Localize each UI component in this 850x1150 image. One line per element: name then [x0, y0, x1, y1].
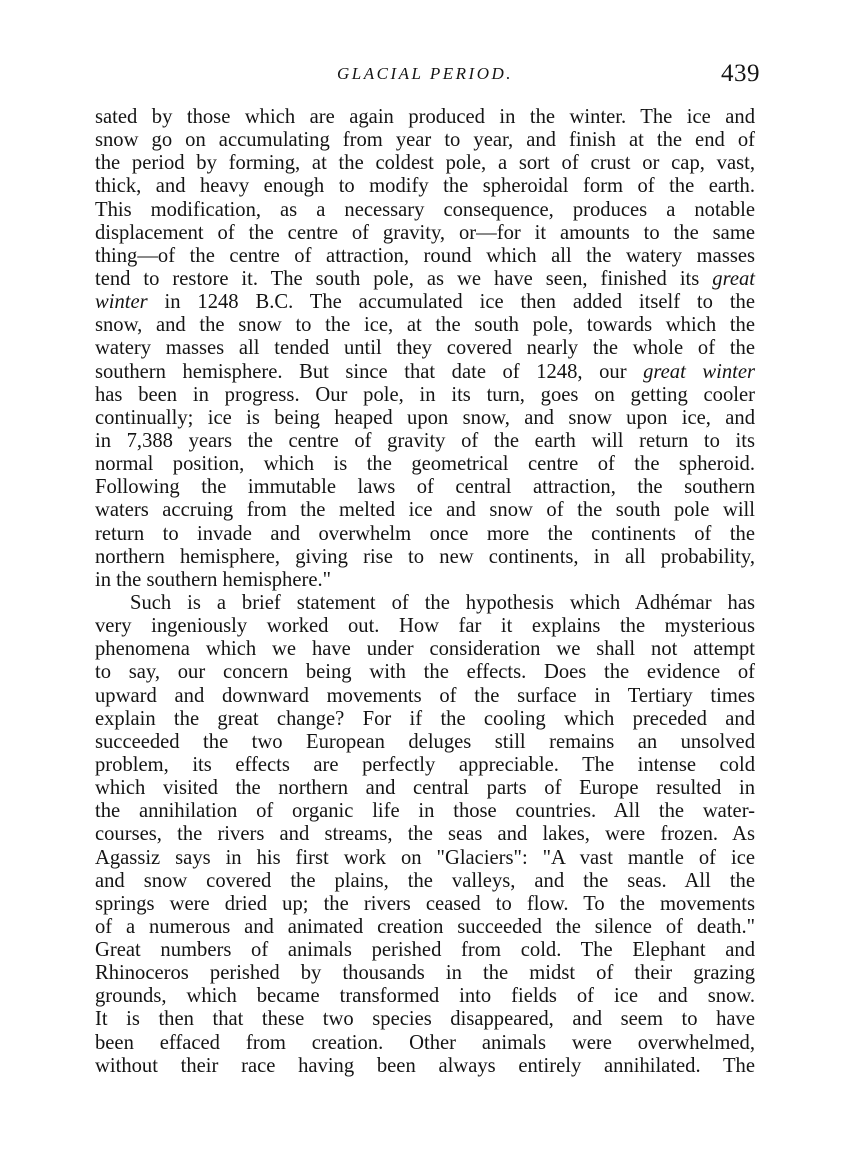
text-line: [95, 499, 755, 522]
line-text: without their race having been always entirely annihilated. The: [95, 1054, 755, 1077]
text-line: [95, 430, 755, 453]
text-line: [95, 962, 755, 985]
italic-text: great winter: [643, 360, 755, 383]
text-line: [95, 222, 755, 245]
line-text: Such is a brief statement of the hypothesis which Adhémar has: [130, 591, 755, 614]
line-text: the period by forming, at the coldest pole, a sort of crust or cap, vast,: [95, 152, 755, 175]
body-text: [95, 106, 755, 1078]
line-text: explain the great change? For if the cooling which preceded and: [95, 707, 755, 730]
text-line: [95, 546, 755, 569]
line-text: normal position, which is the geometrical centre of the spheroid.: [95, 453, 755, 476]
text-line: [95, 823, 755, 846]
line-text: courses, the rivers and streams, the seas and lakes, were frozen. As: [95, 823, 755, 846]
text-line: [95, 638, 755, 661]
line-text: phenomena which we have under consideration we shall not attempt: [95, 638, 755, 661]
line-text: Great numbers of animals perished from cold. The Elephant and: [95, 939, 755, 962]
text-line: [95, 453, 755, 476]
italic-text: great: [712, 267, 755, 290]
page-number: 439: [721, 60, 760, 87]
line-text: problem, its effects are perfectly appreciable. The intense cold: [95, 753, 755, 776]
line-text: snow go on accumulating from year to year, and finish at the end of: [95, 129, 755, 152]
line-text: Agassiz says in his first work on "Glaciers": "A vast mantle of ice: [95, 846, 755, 869]
text-line: [95, 615, 755, 638]
line-text: the annihilation of organic life in those countries. All the water-: [95, 800, 755, 823]
line-text: thing—of the centre of attraction, round which all the watery masses: [95, 244, 755, 267]
line-text: which visited the northern and central parts of Europe resulted in: [95, 777, 755, 800]
line-text: grounds, which became transformed into fields of ice and snow.: [95, 985, 755, 1008]
line-text: sated by those which are again produced in the winter. The ice and: [95, 106, 755, 128]
line-text: waters accruing from the melted ice and snow of the south pole will: [95, 499, 755, 522]
text-line: [95, 129, 755, 152]
line-text: to say, our concern being with the effects. Does the evidence of: [95, 661, 755, 684]
text-line: [95, 245, 755, 268]
italic-text: winter: [95, 291, 148, 314]
line-text: and snow covered the plains, the valleys, and the seas. All the: [95, 869, 755, 892]
text-line: [95, 407, 755, 430]
text-line: [95, 1055, 755, 1078]
text-line: [95, 152, 755, 175]
line-text: very ingeniously worked out. How far it explains the mysterious: [95, 615, 755, 638]
text-line: [95, 939, 755, 962]
text-line: [95, 1008, 755, 1031]
line-text: return to invade and overwhelm once more the continents of the: [95, 522, 755, 545]
text-line: [95, 685, 755, 708]
text-line: [95, 337, 755, 360]
line-text: springs were dried up; the rivers ceased to flow. To the movements: [95, 892, 755, 915]
text-line: [95, 291, 755, 314]
line-text: snow, and the snow to the ice, at the south pole, towards which the: [95, 314, 755, 337]
text-line: [95, 175, 755, 198]
line-text: continually; ice is being heaped upon snow, and snow upon ice, and: [95, 406, 755, 429]
text-line: [95, 592, 755, 615]
text-line: [95, 199, 755, 222]
line-text: in 7,388 years the centre of gravity of the earth will return to its: [95, 429, 755, 452]
line-text: displacement of the centre of gravity, or—for it amounts to the same: [95, 221, 755, 244]
text-line: [95, 708, 755, 731]
text-line: [95, 268, 755, 291]
line-text: in 1248 B.C. The accumulated ice then added itself to the: [147, 291, 755, 314]
text-line: [95, 870, 755, 893]
text-line: [95, 361, 755, 384]
line-text: southern hemisphere. But since that date of 1248, our: [95, 360, 627, 383]
text-line: [95, 523, 755, 546]
text-line: [95, 754, 755, 777]
text-line: [95, 476, 755, 499]
text-line: [95, 384, 755, 407]
running-head: [0, 60, 850, 90]
line-text: It is then that these two species disappeared, and seem to have: [95, 1008, 755, 1031]
line-text: in the southern hemisphere.": [95, 568, 332, 591]
text-line: [95, 893, 755, 916]
text-line: [95, 569, 755, 592]
line-text: upward and downward movements of the surface in Tertiary times: [95, 684, 755, 707]
text-line: [95, 985, 755, 1008]
text-line: [95, 847, 755, 870]
text-line: [95, 661, 755, 684]
line-text: been effaced from creation. Other animals were overwhelmed,: [95, 1031, 755, 1054]
line-text: Following the immutable laws of central attraction, the southern: [95, 476, 755, 499]
text-line: [95, 800, 755, 823]
line-text: This modification, as a necessary consequence, produces a notable: [95, 198, 755, 221]
line-text: northern hemisphere, giving rise to new continents, in all probability,: [95, 545, 755, 568]
text-line: [95, 106, 755, 129]
line-text: succeeded the two European deluges still remains an unsolved: [95, 730, 755, 753]
text-line: [95, 731, 755, 754]
text-line: [95, 1032, 755, 1055]
text-line: [95, 777, 755, 800]
line-text: thick, and heavy enough to modify the spheroidal form of the earth.: [95, 175, 755, 198]
line-text: watery masses all tended until they covered nearly the whole of the: [95, 337, 755, 360]
line-text: of a numerous and animated creation succeeded the silence of death.": [95, 915, 755, 938]
line-text: Rhinoceros perished by thousands in the midst of their grazing: [95, 962, 755, 985]
text-line: [95, 314, 755, 337]
running-title: GLACIAL PERIOD.: [336, 64, 513, 83]
line-text: has been in progress. Our pole, in its turn, goes on getting cooler: [95, 383, 755, 406]
text-line: [95, 916, 755, 939]
line-text: tend to restore it. The south pole, as we have seen, finished its: [95, 267, 700, 290]
